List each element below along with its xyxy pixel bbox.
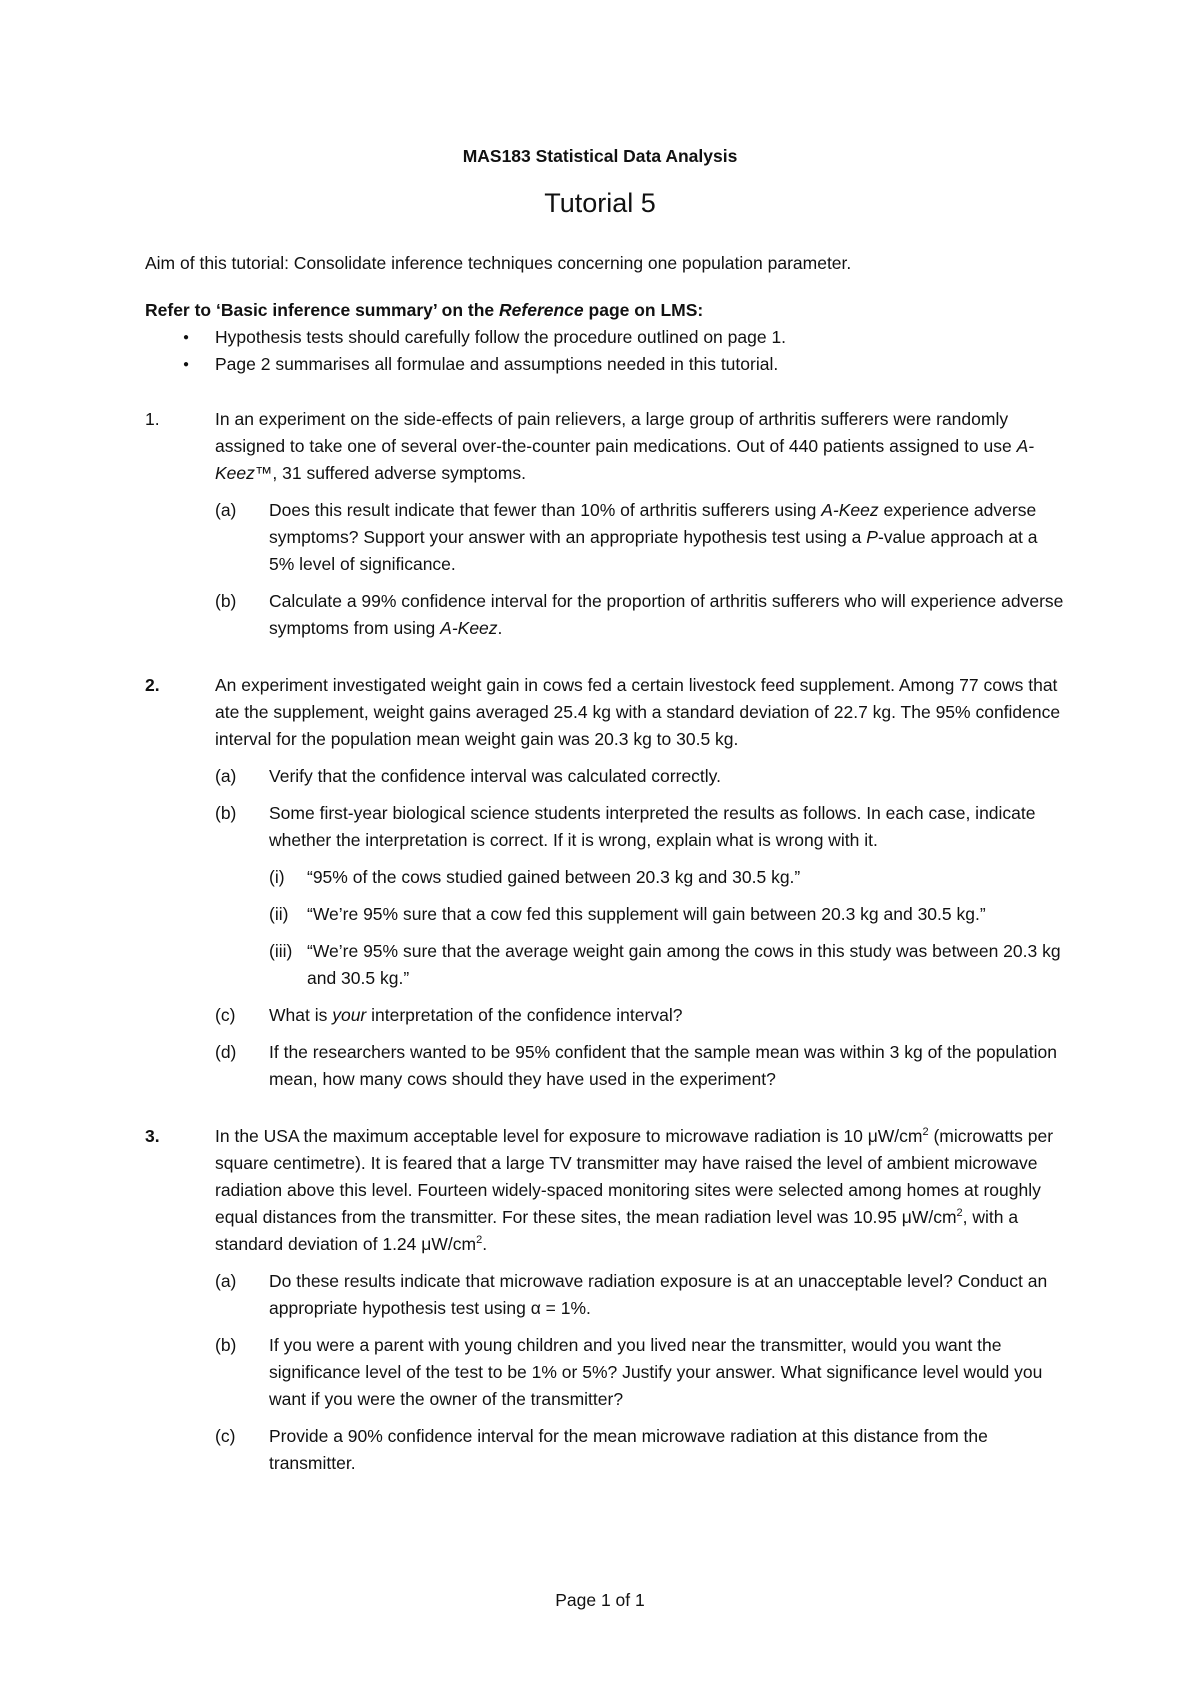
part-label: (b): [215, 1335, 237, 1355]
reference-bullets: [145, 324, 1065, 378]
question-text: An experiment investigated weight gain in cows fed a certain livestock feed supplement. Among 77 cows that ate the supplement, weight gains averaged 25.4 kg with a standard deviation of 22.7 kg. The 95% confidence interval for the population mean weight gain was 20.3 kg to 30.5 kg.: [215, 675, 1061, 749]
question-text: In an experiment on the side-effects of pain relievers, a large group of arthritis sufferers were randomly assigned to take one of several over-the-counter pain medications. Out of 440 patients assigned to use A-Keez™, 31 suffered adverse symptoms.: [215, 409, 1035, 483]
question-part: (a) Verify that the confidence interval was calculated correctly.: [215, 763, 1065, 790]
part-label: (a): [215, 766, 237, 786]
course-title: MAS183 Statistical Data Analysis: [462, 146, 738, 166]
question-part: (a) Do these results indicate that microwave radiation exposure is at an unacceptable level? Conduct an appropriate hypothesis test using α = 1%.: [215, 1268, 1065, 1322]
question-text: In the USA the maximum acceptable level for exposure to microwave radiation is 10 $\mu W/cm^2$ (microwatts per square centimetre). It is feared that a large TV transmitter may have raised the level of ambient microwave radiation above this level. Fourteen widely-spaced monitoring sites were selected among homes at roughly equal distances from the transmitter. For these sites, the mean radiation level was 10.95 $\mu W/cm^2$, with a standard deviation of 1.24 $\mu W/cm^2$.: [215, 1126, 1054, 1254]
question-1: [145, 406, 1065, 642]
question-part: (b) Calculate a 99% confidence interval for the proportion of arthritis sufferers who will experience adverse symptoms from using A-Keez.: [215, 588, 1065, 642]
question-part: (c) What is your interpretation of the confidence interval?: [215, 1002, 1065, 1029]
question-part: (a) Does this result indicate that fewer than 10% of arthritis sufferers using A-Keez experience adverse symptoms? Support your answer with an appropriate hypothesis test using a P-value approach at a 5% level of significance.: [215, 497, 1065, 578]
page-footer: Page 1 of 1: [555, 1590, 645, 1610]
question-part: (b) Some first-year biological science students interpreted the results as follows. In each case, indicate whether the interpretation is correct. If it is wrong, explain what is wrong with it. (i) “95% of the cows studied gained between 20.3 kg and 30.5 kg.” (ii) “We’re 95% sure that a cow fed this supplement will gain between 20.3 kg and 30.5 kg.” (iii) “We’re 95% sure that the average weight gain among the cows in this study was between 20.3 kg and 30.5 kg.”: [215, 800, 1065, 992]
subpart-label: (ii): [269, 904, 289, 924]
question-subpart: (iii) “We’re 95% sure that the average weight gain among the cows in this study was between 20.3 kg and 30.5 kg.”: [269, 938, 1065, 992]
aim-statement: Aim of this tutorial: Consolidate inference techniques concerning one population parameter.: [145, 253, 852, 273]
bullet-item: ● Hypothesis tests should carefully follow the procedure outlined on page 1.: [145, 324, 1065, 351]
part-label: (b): [215, 591, 237, 611]
question-number: 2.: [145, 675, 160, 695]
question-part: (b) If you were a parent with young children and you lived near the transmitter, would you want the significance level of the test to be 1% or 5%? Justify your answer. What significance level would you want if you were the owner of the transmitter?: [215, 1332, 1065, 1413]
question-subpart: (ii) “We’re 95% sure that a cow fed this supplement will gain between 20.3 kg and 30.5 kg.”: [269, 901, 1065, 928]
part-label: (a): [215, 1271, 237, 1291]
question-subpart: (i) “95% of the cows studied gained between 20.3 kg and 30.5 kg.”: [269, 864, 1065, 891]
tutorial-title: Tutorial 5: [544, 188, 656, 218]
part-label: (c): [215, 1005, 236, 1025]
subpart-label: (iii): [269, 941, 293, 961]
part-label: (c): [215, 1426, 236, 1446]
bullet-item: ● Page 2 summarises all formulae and assumptions needed in this tutorial.: [145, 351, 1065, 378]
document-body: [145, 250, 1065, 1477]
question-part: (c) Provide a 90% confidence interval for the mean microwave radiation at this distance from the transmitter.: [215, 1423, 1065, 1477]
part-label: (b): [215, 803, 237, 823]
reference-note: Refer to ‘Basic inference summary’ on the Reference page on LMS:: [145, 300, 704, 320]
question-number: 1.: [145, 409, 160, 429]
part-label: (a): [215, 500, 237, 520]
question-3: [145, 1123, 1065, 1477]
subpart-label: (i): [269, 867, 285, 887]
question-2: [145, 672, 1065, 1093]
question-number: 3.: [145, 1126, 160, 1146]
part-label: (d): [215, 1042, 237, 1062]
question-part: (d) If the researchers wanted to be 95% confident that the sample mean was within 3 kg of the population mean, how many cows should they have used in the experiment?: [215, 1039, 1065, 1093]
